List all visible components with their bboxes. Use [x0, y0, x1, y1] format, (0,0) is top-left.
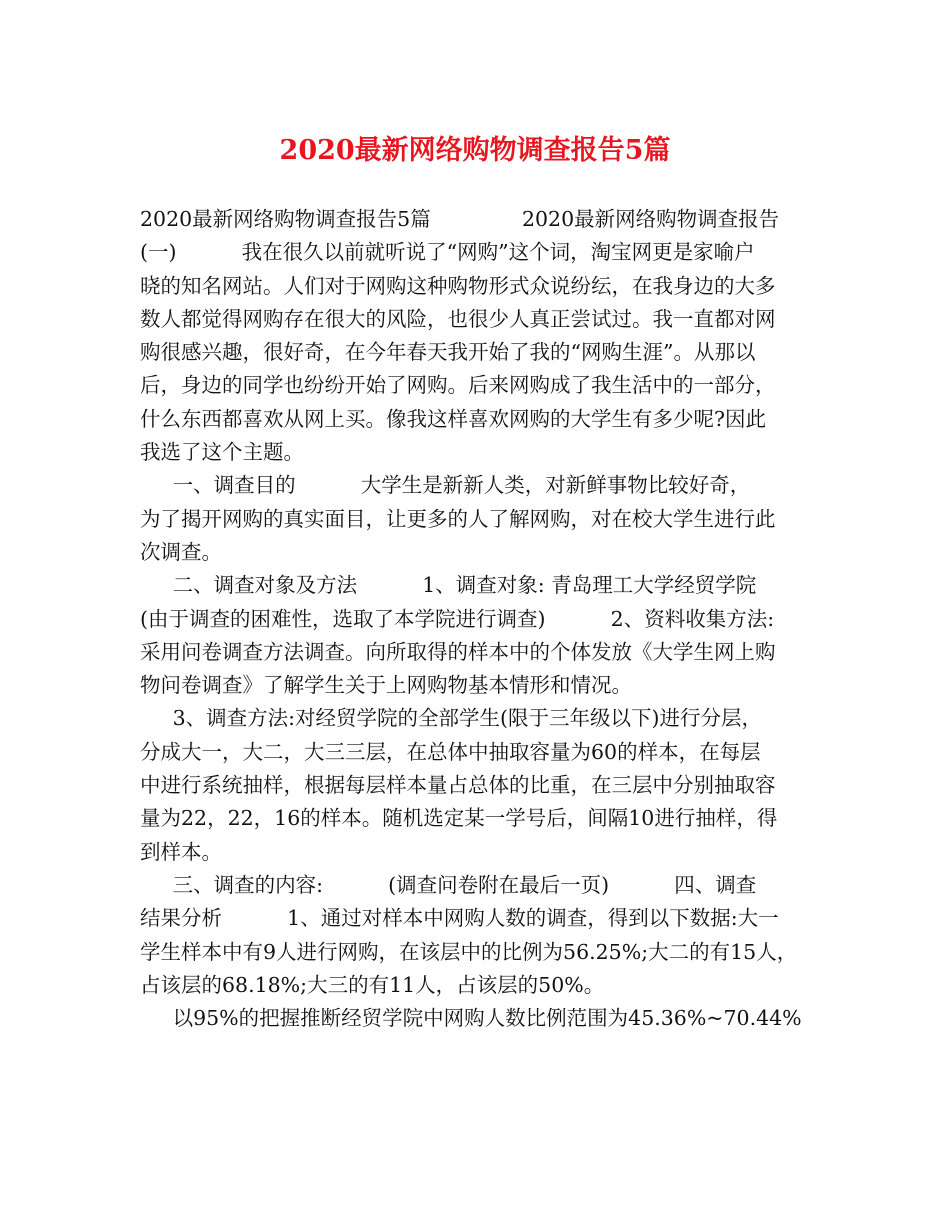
- body-line: 购很感兴趣，很好奇，在今年春天我开始了我的“网购生涯”。从那以: [140, 340, 756, 365]
- body-line: 2020最新网络购物调查报告5篇 2020最新网络购物调查报告: [140, 207, 780, 231]
- body-line: 二、调查对象及方法 1、调查对象: 青岛理工大学经贸学院: [140, 573, 757, 598]
- body-line: 一、调查目的 大学生是新新人类，对新鲜事物比较好奇，: [140, 473, 751, 498]
- body-line: 量为22，22，16的样本。随机选定某一学号后，间隔10进行抽样，得: [140, 806, 778, 831]
- body-line: 结果分析 1、通过对样本中网购人数的调查，得到以下数据:大一: [140, 906, 779, 931]
- body-line: 晓的知名网站。人们对于网购这种购物形式众说纷纭，在我身边的大多: [140, 273, 776, 298]
- body-line: 学生样本中有9人进行网购，在该层中的比例为56.25%;大二的有15人，: [140, 939, 798, 964]
- body-line: (由于调查的困难性，选取了本学院进行调查) 2、资料收集方法:: [140, 606, 775, 631]
- body-line: 后，身边的同学也纷纷开始了网购。后来网购成了我生活中的一部分，: [140, 373, 776, 398]
- body-line: (一) 我在很久以前就听说了“网购”这个词，淘宝网更是家喻户: [140, 240, 755, 265]
- document-body: [140, 203, 820, 1035]
- body-line: 以95%的把握推断经贸学院中网购人数比例范围为45.36%~70.44%: [140, 1006, 802, 1031]
- body-line: 到样本。: [140, 839, 222, 864]
- body-line: 什么东西都喜欢从网上买。像我这样喜欢网购的大学生有多少呢?因此: [140, 406, 766, 431]
- body-line: 数人都觉得网购存在很大的风险，也很少人真正尝试过。我一直都对网: [140, 306, 776, 331]
- document-title: 2020最新网络购物调查报告5篇: [279, 135, 671, 166]
- body-line: 次调查。: [140, 539, 222, 564]
- body-line: 物问卷调查》了解学生关于上网购物基本情形和情况。: [140, 673, 632, 698]
- body-line: 三、调查的内容: (调查问卷附在最后一页) 四、调查: [140, 872, 757, 897]
- body-line: 占该层的68.18%;大三的有11人，占该层的50%。: [140, 972, 605, 997]
- body-line: 分成大一，大二，大三三层，在总体中抽取容量为60的样本，在每层: [140, 739, 761, 764]
- body-line: 我选了这个主题。: [140, 440, 304, 465]
- body-line: 为了揭开网购的真实面目，让更多的人了解网购，对在校大学生进行此: [140, 506, 776, 531]
- body-line: 中进行系统抽样，根据每层样本量占总体的比重，在三层中分别抽取容: [140, 773, 776, 798]
- body-line: 3、调查方法:对经贸学院的全部学生(限于三年级以下)进行分层，: [140, 706, 763, 731]
- body-line: 采用问卷调查方法调查。向所取得的样本中的个体发放《大学生网上购: [140, 639, 776, 664]
